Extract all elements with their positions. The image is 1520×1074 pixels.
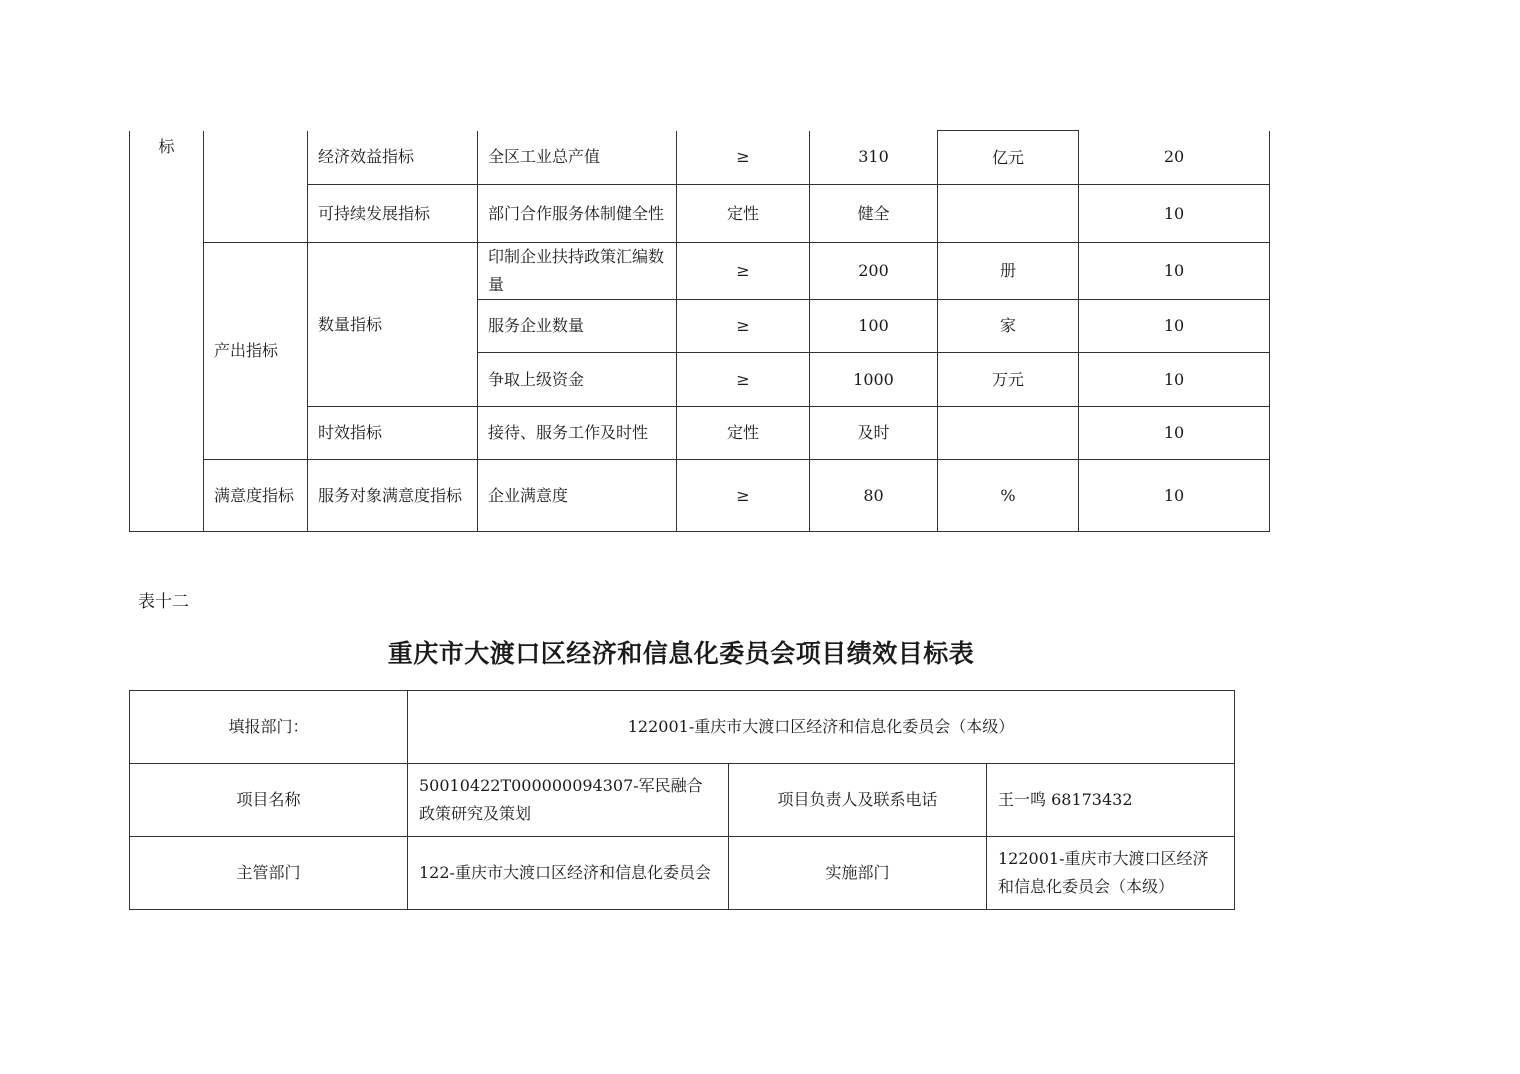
indicator-type-cell: 经济效益指标 <box>308 131 478 185</box>
reporting-dept-label: 填报部门： <box>130 691 408 764</box>
target-cell: 100 <box>810 300 938 353</box>
weight-cell: 10 <box>1079 353 1270 407</box>
weight-cell: 10 <box>1079 300 1270 353</box>
metric-cell: 部门合作服务体制健全性 <box>478 185 677 243</box>
target-cell: 1000 <box>810 353 938 407</box>
project-lead-label: 项目负责人及联系电话 <box>729 764 987 837</box>
weight-cell: 10 <box>1079 460 1270 532</box>
table-row <box>130 764 1235 837</box>
project-name-value: 50010422T000000094307-军民融合政策研究及策划 <box>408 764 729 837</box>
project-info-table <box>129 690 1235 910</box>
supervising-dept-value: 122-重庆市大渡口区经济和信息化委员会 <box>408 837 729 910</box>
metric-cell: 服务企业数量 <box>478 300 677 353</box>
target-cell: 200 <box>810 243 938 300</box>
operator-cell: ≥ <box>677 300 810 353</box>
operator-cell: ≥ <box>677 243 810 300</box>
implementing-dept-value: 122001-重庆市大渡口区经济和信息化委员会（本级） <box>987 837 1235 910</box>
indicator-type-cell: 数量指标 <box>308 243 478 407</box>
performance-indicator-table <box>129 130 1270 532</box>
indicator-type-cell: 可持续发展指标 <box>308 185 478 243</box>
target-cell: 及时 <box>810 407 938 460</box>
operator-cell: ≥ <box>677 353 810 407</box>
unit-cell: 万元 <box>938 353 1079 407</box>
weight-cell: 10 <box>1079 243 1270 300</box>
weight-cell: 10 <box>1079 185 1270 243</box>
project-name-label: 项目名称 <box>130 764 408 837</box>
target-cell: 健全 <box>810 185 938 243</box>
category-cell: 标 <box>130 131 204 532</box>
dimension-cell: 产出指标 <box>204 243 308 460</box>
metric-cell: 企业满意度 <box>478 460 677 532</box>
table-row <box>130 243 1270 300</box>
unit-cell: % <box>938 460 1079 532</box>
page-title: 重庆市大渡口区经济和信息化委员会项目绩效目标表 <box>387 639 975 668</box>
unit-cell <box>938 185 1079 243</box>
dimension-cell: 满意度指标 <box>204 460 308 532</box>
metric-cell: 印制企业扶持政策汇编数量 <box>478 243 677 300</box>
metric-cell: 接待、服务工作及时性 <box>478 407 677 460</box>
table-row <box>130 837 1235 910</box>
unit-cell <box>938 407 1079 460</box>
indicator-type-cell: 服务对象满意度指标 <box>308 460 478 532</box>
implementing-dept-label: 实施部门 <box>729 837 987 910</box>
target-cell: 80 <box>810 460 938 532</box>
target-cell: 310 <box>810 131 938 185</box>
unit-cell: 册 <box>938 243 1079 300</box>
table-row <box>130 460 1270 532</box>
operator-cell: 定性 <box>677 407 810 460</box>
operator-cell: ≥ <box>677 460 810 532</box>
unit-cell: 亿元 <box>938 131 1079 185</box>
table-row <box>130 691 1235 764</box>
operator-cell: 定性 <box>677 185 810 243</box>
reporting-dept-value: 122001-重庆市大渡口区经济和信息化委员会（本级） <box>408 691 1235 764</box>
unit-cell: 家 <box>938 300 1079 353</box>
weight-cell: 10 <box>1079 407 1270 460</box>
supervising-dept-label: 主管部门 <box>130 837 408 910</box>
indicator-type-cell: 时效指标 <box>308 407 478 460</box>
metric-cell: 争取上级资金 <box>478 353 677 407</box>
table-row <box>130 131 1270 185</box>
metric-cell: 全区工业总产值 <box>478 131 677 185</box>
dimension-cell <box>204 131 308 243</box>
project-lead-value: 王一鸣 68173432 <box>987 764 1235 837</box>
weight-cell: 20 <box>1079 131 1270 185</box>
table-caption: 表十二 <box>138 592 189 612</box>
operator-cell: ≥ <box>677 131 810 185</box>
